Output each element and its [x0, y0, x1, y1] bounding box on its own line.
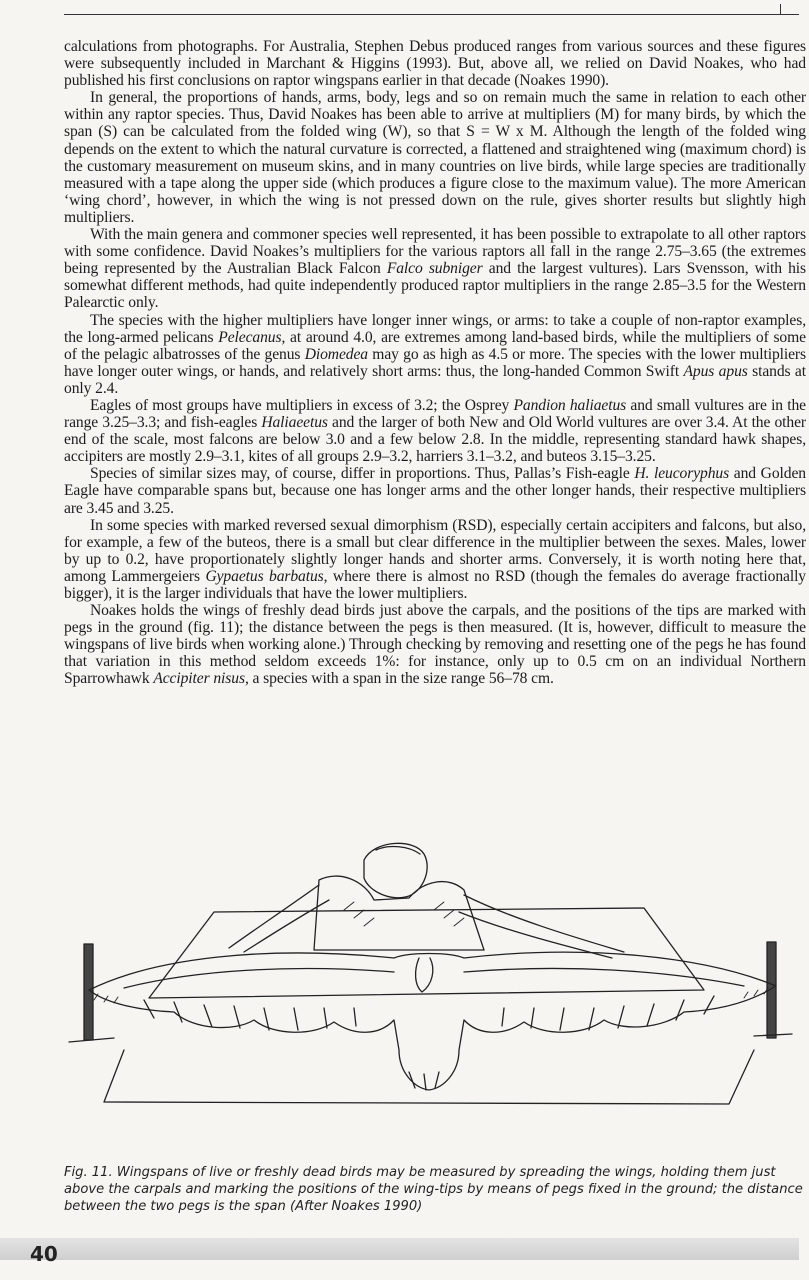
header-rule: [64, 14, 799, 15]
species-name: Accipiter nisus: [153, 670, 245, 688]
text-run: calculations from photographs. For Australia, Stephen Debus produced ranges from various sources and these figures were subsequently included in Marchant & Higgins (1993). But, above all, we relied on David Noakes, who had published his first conclusions on raptor wingspans earlier in that decade (Noakes 1990).: [64, 38, 806, 90]
ground-sheet-front: [104, 1050, 754, 1104]
person-right-arm: [464, 895, 624, 952]
text-run: and the largest vultures). Lars Svensson, with his somewhat different methods, had quite independently produced raptor multipliers in the range 2.85–3.5 for the Western Palearctic only.: [64, 260, 807, 312]
text-run: and small vultures are in the range 3.25–3.3; and fish-eagles: [64, 396, 806, 432]
text-run: , where there is almost no RSD (though the females do average fractionally bigger), it is the larger individuals that have the lower multipliers.: [64, 567, 806, 602]
paragraph: [64, 89, 806, 226]
covert-line: [124, 968, 744, 988]
person-torso: [314, 876, 484, 950]
text-run: Species of similar sizes may, of course, differ in proportions. Thus, Pallas’s Fish-eagle: [90, 465, 635, 483]
figure-11-illustration: [64, 840, 799, 1140]
text-run: and Golden Eagle have comparable spans but, because one has longer arms and the other longer hands, their respective multipliers are 3.45 and 3.25.: [64, 465, 806, 517]
person-left-arm: [229, 885, 319, 948]
text-run: stands at only 2.4.: [64, 362, 806, 397]
species-name: Diomedea: [304, 345, 368, 363]
text-run: , at around 4.0, are extremes among land-based birds, while the multipliers of some of the pelagic albatrosses of the genus: [64, 328, 806, 363]
text-run: With the main genera and commoner species well represented, it has been possible to extrapolate to all other raptors with some confidence. David Noakes’s multipliers for the various raptors all fall in the range 2.75–3.65 (the extremes being represented by the Australian Black Falcon: [64, 226, 806, 278]
text-run: , a species with a span in the size range 56–78 cm.: [244, 670, 554, 688]
body-text: [64, 38, 806, 688]
paragraph: [64, 226, 806, 311]
text-run: In some species with marked reversed sexual dimorphism (RSD), especially certain accipiters and falcons, but also, for example, a few of the buteos, there is a small but clear difference in the multiplier between the sexes. Males, lower by up to 0.2, have proportionately slightly longer hands and shorter arms. Conversely, it is worth noting here that, among Lammergeiers: [64, 516, 806, 585]
paragraph: [64, 517, 806, 602]
text-run: Eagles of most groups have multipliers in excess of 3.2; the Osprey: [90, 396, 514, 414]
text-run: In general, the proportions of hands, arms, body, legs and so on remain much the same in relation to each other within any raptor species. Thus, David Noakes has been able to arrive at multipliers (M) for many birds, by which the span (S) can be calculated from the folded wing (W), so that S = W x M. Although the length of the folded wing depends on the extent to which the natural curvature is corrected, a flattened and straightened wing (maximum chord) is the customary measurement on museum skins, and in many countries on live birds, while large species are traditionally measured with a tape along the upper side (which produces a figure close to the maximum value). The more American ‘wing chord’, however, in which the wing is not pressed down on the rule, gives shorter results but slightly high multipliers.: [64, 89, 806, 226]
header-rule-tick: [780, 4, 781, 14]
paragraph: [64, 38, 806, 89]
text-run: The species with the higher multipliers have longer inner wings, or arms: to take a couple of non-raptor examples, the long-armed pelicans: [64, 311, 806, 346]
text-run: Noakes holds the wings of freshly dead birds just above the carpals, and the positions of the tips are marked with pegs in the ground (fig. 11); the distance between the pegs is then measured. (It is, however, difficult to measure the wingspans of live birds when working alone.) Through checking by removing and resetting one of the pegs he has found that variation in this method seldom exceeds 1%: for instance, only up to 0.5 cm on an individual Northern Sparrowhawk: [64, 602, 806, 688]
footer-band: [0, 1238, 799, 1260]
bird-head: [416, 958, 433, 992]
paragraph: [64, 397, 806, 465]
species-name: Pandion haliaetus: [513, 396, 627, 414]
species-name: Falco subniger: [386, 260, 483, 278]
species-name: H. leucoryphus: [634, 465, 730, 483]
species-name: Apus apus: [683, 362, 748, 380]
peg-ground-marks: [69, 1034, 792, 1042]
species-name: Haliaeetus: [261, 414, 328, 432]
species-name: Gypaetus barbatus: [205, 567, 324, 585]
paragraph: [64, 465, 806, 516]
figure-caption: Fig. 11. Wingspans of live or freshly dead birds may be measured by spreading the wings, holding them just above the carpals and marking the positions of the wing-tips by means of pegs fixed in the ground; the distance between the two pegs is the span (After Noakes 1990): [64, 1165, 803, 1214]
tail-feathers: [409, 1072, 439, 1090]
paragraph: [64, 312, 806, 397]
page-number: 40: [30, 1242, 58, 1266]
wingspan-measurement-drawing: [64, 840, 799, 1140]
paragraph: [64, 602, 806, 687]
text-run: may go as high as 4.5 or more. The species with the lower multipliers have longer outer wings, or hands, and relatively short arms: thus, the long-handed Common Swift: [64, 345, 806, 380]
text-run: and the larger of both New and Old World vultures are over 3.4. At the other end of the scale, most falcons are below 3.0 and a few below 2.8. In the middle, representing standard hawk shapes, accipiters are mostly 2.9–3.1, kites of all groups 2.9–3.2, harriers 3.1–3.2, and buteos 3.15–3.25.: [64, 414, 806, 466]
species-name: Pelecanus: [218, 328, 282, 346]
